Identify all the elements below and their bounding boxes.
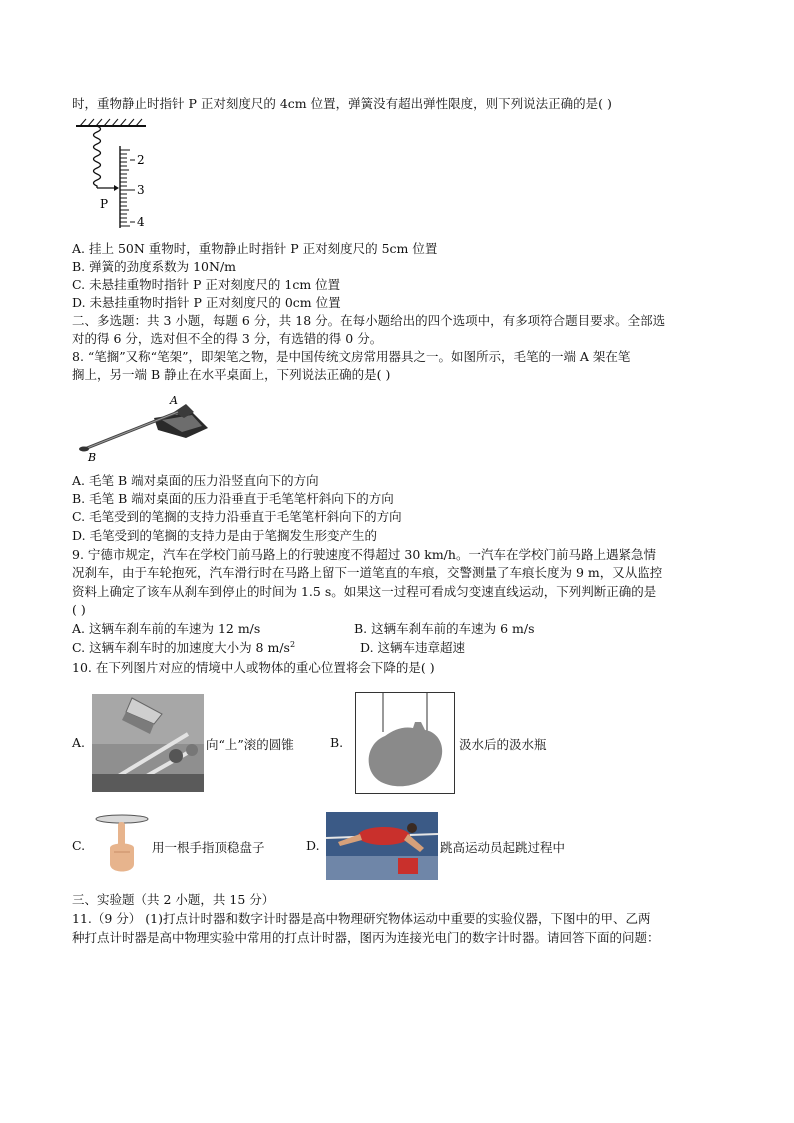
q9-stem-line4: ( ): [72, 602, 86, 617]
q9-stem-line1: 9. 宁德市规定，汽车在学校门前马路上的行驶速度不得超过 30 km/h。一汽车在学校门前马路上遇紧急情: [72, 547, 656, 562]
q8-option-a: A. 毛笔 B 端对桌面的压力沿竖直向下的方向: [72, 473, 319, 488]
q11-stem-line2: 种打点计时器是高中物理实验中常用的打点计时器，图丙为连接光电门的数字计时器。请回答下面的问题：: [72, 930, 660, 945]
q9-option-d: D. 这辆车违章超速: [360, 640, 466, 655]
q9-option-c-text: C. 这辆车刹车时的加速度大小为 8 m/s: [72, 640, 290, 655]
q9-stem-line3: 资料上确定了该车从刹车到停止的时间为 1.5 s。如果这一过程可看成匀变速直线运动，下列判断正确的是: [72, 584, 657, 599]
tick-label-3: 3: [137, 183, 145, 197]
q7-option-b: B. 弹簧的劲度系数为 10N/m: [72, 259, 237, 274]
q10-option-d-caption: 跳高运动员起跳过程中: [440, 840, 566, 855]
q9-option-a: A. 这辆车刹车前的车速为 12 m/s: [72, 621, 261, 636]
q8-option-c: C. 毛笔受到的笔搁的支持力沿垂直于毛笔笔杆斜向下的方向: [72, 509, 402, 524]
tick-label-2: 2: [137, 153, 145, 167]
pointer-label: P: [100, 197, 109, 211]
water-bottle-figure: [355, 692, 455, 794]
finger-plate-figure: [94, 812, 150, 878]
q10-option-a-caption: 向“上”滚的圆锥: [206, 737, 294, 752]
q7-option-c: C. 未悬挂重物时指针 P 正对刻度尺的 1cm 位置: [72, 277, 341, 292]
q9-option-b: B. 这辆车刹车前的车速为 6 m/s: [354, 621, 535, 636]
spring-scale-figure: [74, 116, 164, 236]
q10-stem: 10. 在下列图片对应的情境中人或物体的重心位置将会下降的是( ): [72, 660, 435, 675]
q7-option-d: D. 未悬挂重物时指针 P 正对刻度尺的 0cm 位置: [72, 295, 341, 310]
tick-label-4: 4: [137, 215, 145, 229]
label-b: B: [88, 451, 97, 462]
rolling-cone-photo: [92, 694, 204, 792]
q8-option-b: B. 毛笔 B 端对桌面的压力沿垂直于毛笔笔杆斜向下的方向: [72, 491, 394, 506]
q10-option-d-label: D.: [306, 838, 320, 853]
q7-option-a: A. 挂上 50N 重物时，重物静止时指针 P 正对刻度尺的 5cm 位置: [72, 241, 438, 256]
q11-stem-line1: 11.（9 分） (1)打点计时器和数字计时器是高中物理研究物体运动中重要的实验仪器，下图中的甲、乙两: [72, 911, 651, 926]
section3-header: 三、实验题（共 2 小题，共 15 分）: [72, 892, 275, 907]
q8-stem-line1: 8. “笔搁”又称“笔架”，即架笔之物，是中国传统文房常用器具之一。如图所示，毛笔的一端 A 架在笔: [72, 349, 631, 364]
q10-option-c-caption: 用一根手指顶稳盘子: [152, 840, 265, 855]
label-a: A: [170, 394, 178, 407]
section2-header-line1: 二、多选题：共 3 小题，每题 6 分，共 18 分。在每小题给出的四个选项中，有多项符合题目要求。全部选: [72, 313, 666, 328]
q9-option-c-sup: 2: [289, 639, 296, 649]
q9-stem-line2: 况刹车，由于车轮抱死，汽车滑行时在马路上留下一道笔直的车痕，交警测量了车痕长度为 9 m，又从监控: [72, 565, 663, 580]
high-jump-photo: [326, 812, 438, 880]
q8-option-d: D. 毛笔受到的笔搁的支持力是由于笔搁发生形变产生的: [72, 528, 378, 543]
q10-option-c-label: C.: [72, 838, 86, 853]
section2-header-line2: 对的得 6 分，选对但不全的得 3 分，有选错的得 0 分。: [72, 331, 383, 346]
q10-option-b-caption: 汲水后的汲水瓶: [459, 737, 547, 752]
q8-stem-line2: 搁上，另一端 B 静止在水平桌面上，下列说法正确的是( ): [72, 367, 391, 382]
q10-option-a-label: A.: [72, 735, 86, 750]
q10-option-b-label: B.: [330, 735, 344, 750]
q9-option-c: [72, 640, 295, 656]
brush-rest-figure: [74, 390, 224, 462]
q7-stem: 时，重物静止时指针 P 正对刻度尺的 4cm 位置，弹簧没有超出弹性限度，则下列说法正确的是( ): [72, 96, 612, 111]
